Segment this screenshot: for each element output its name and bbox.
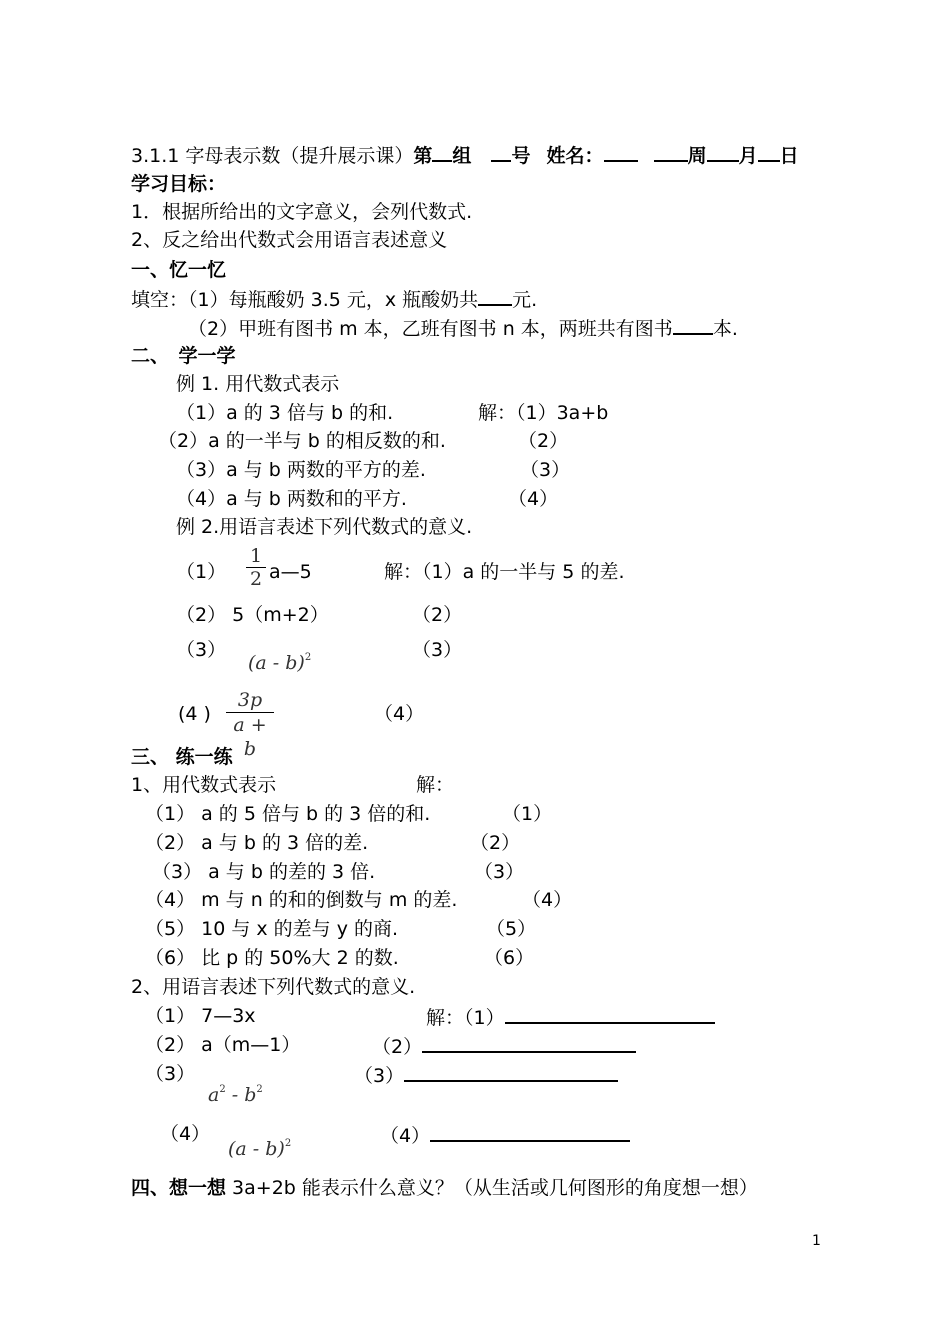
diff-square-exponent: 2 [284,1138,292,1149]
page-number: 1 [812,1233,821,1249]
goal-item-1: 1．根据所给出的文字意义，会列代数式. [131,201,473,223]
name-label: 姓名： [546,145,604,167]
answer-line-2[interactable] [422,1033,636,1053]
example-1-title: 例 1. 用代数式表示 [176,373,340,395]
practice-1-item: （2） a 与 b 的 3 倍的差. [145,832,369,854]
goals-heading: 学习目标： [131,173,227,195]
example-2-q3-label: （3） [176,639,227,661]
practice-2-answer-2 [372,1033,636,1059]
practice-2-q4-label: （4） [160,1123,211,1145]
practice-1-item: （5） 10 与 x 的差与 y 的商. [145,918,399,940]
practice-2-answer-2-label: （2） [372,1036,423,1058]
fill-question-1-unit: 元. [512,289,538,311]
square-a-exponent: 2 [219,1084,226,1095]
ratio-fraction [226,688,274,761]
section-4-heading: 四、想一想 [131,1177,227,1199]
practice-1-item: （1） a 的 5 倍与 b 的 3 倍的和. [145,803,431,825]
ratio-denominator: a + b [226,712,274,761]
practice-1-answer: （5） [486,918,537,940]
practice-1-answer: （2） [470,832,521,854]
example-1-answer-2: （2） [518,430,569,452]
square-b: - b [225,1084,257,1106]
number-suffix: 号 [511,145,531,167]
example-2-q4-label: (4 ) [178,703,211,725]
fill-blank-2[interactable] [673,315,713,335]
practice-2-title: 2、用语言表述下列代数式的意义. [131,976,416,998]
square-b-exponent: 2 [256,1084,263,1095]
practice-1-item: （4） m 与 n 的和的倒数与 m 的差. [145,889,458,911]
group-prefix: 第 [413,145,433,167]
example-1-q3: （3）a 与 b 两数的平方的差. [176,459,426,481]
half-numerator: 1 [249,545,263,567]
day-label: 日 [779,145,799,167]
practice-2-q2: （2） a（m—1） [145,1034,301,1056]
fill-question-1 [131,286,537,312]
half-fraction [246,545,266,590]
example-1-q2: （2）a 的一半与 b 的相反数的和. [158,430,446,452]
name-blank[interactable] [604,142,638,162]
answer-line-1[interactable] [505,1004,715,1024]
practice-1-item: （3） a 与 b 的差的 3 倍. [152,861,376,883]
practice-2-answer-1-label: 解：（1） [426,1007,505,1029]
example-2-title: 例 2.用语言表述下列代数式的意义. [176,516,473,538]
month-label: 月 [738,145,758,167]
practice-2-answer-4 [380,1122,630,1148]
week-blank[interactable] [654,142,688,162]
example-1-q4: （4）a 与 b 两数和的平方. [176,488,407,510]
practice-1-item: （6） 比 p 的 50%大 2 的数. [145,947,399,969]
example-2-q1-label: （1） [176,561,227,583]
fill-question-1-text: 填空：（1）每瓶酸奶 3.5 元，x 瓶酸奶共 [131,289,479,311]
practice-2-q3-expression [208,1078,263,1107]
fill-blank-1[interactable] [478,286,512,306]
answer-line-4[interactable] [430,1122,630,1142]
answer-line-3[interactable] [404,1062,618,1082]
practice-2-answer-1 [426,1004,715,1030]
practice-2-answer-3-label: （3） [354,1065,405,1087]
half-denominator: 2 [246,567,266,590]
group-blank[interactable] [432,142,452,162]
practice-2-answer-4-label: （4） [380,1125,431,1147]
diff-squared-base: (a - b) [248,652,305,674]
practice-2-q4-expression [228,1132,291,1161]
practice-2-answer-3 [354,1062,618,1088]
diff-squared-exponent: 2 [304,652,312,663]
practice-1-answer: （3） [474,861,525,883]
practice-1-answer: （6） [484,947,535,969]
worksheet-title-line [131,142,799,168]
example-2-q3-expression [248,646,311,675]
practice-2-q3-label: （3） [145,1063,196,1085]
fill-question-2-text: （2）甲班有图书 m 本，乙班有图书 n 本，两班共有图书 [188,318,673,340]
ratio-numerator: 3p [237,689,263,711]
week-label: 周 [687,145,707,167]
goal-item-2: 2、反之给出代数式会用语言表述意义 [131,229,448,251]
example-2-q2: （2） 5（m+2） [176,604,329,626]
example-2-answer-4: （4） [374,703,425,725]
month-blank[interactable] [707,142,739,162]
section-4-text: 3a+2b 能表示什么意义？（从生活或几何图形的角度想一想） [226,1177,758,1199]
practice-1-solution-label: 解： [416,774,455,796]
example-1-answer-4: （4） [508,488,559,510]
worksheet-title: 3.1.1 字母表示数（提升展示课） [131,145,414,167]
section-2-heading: 二、 学一学 [131,345,236,367]
square-a: a [208,1084,220,1106]
section-1-heading: 一、忆一忆 [131,259,227,281]
diff-square-base: (a - b) [228,1138,285,1160]
example-2-answer-3: （3） [412,639,463,661]
example-2-solution-1: 解：（1）a 的一半与 5 的差. [384,561,625,583]
group-suffix: 组 [452,145,472,167]
fill-question-2 [188,315,738,341]
practice-2-q1: （1） 7—3x [145,1005,256,1027]
practice-1-title: 1、用代数式表示 [131,774,277,796]
number-blank[interactable] [491,142,511,162]
section-4-line [131,1176,758,1200]
fill-question-2-unit: 本. [712,318,738,340]
example-2-answer-2: （2） [412,604,463,626]
example-1-q1: （1）a 的 3 倍与 b 的和. [176,402,394,424]
example-1-answer-3: （3） [520,459,571,481]
section-3-heading: 三、 练一练 [131,746,233,768]
practice-1-answer: （4） [522,889,573,911]
practice-1-answer: （1） [502,803,553,825]
day-blank[interactable] [758,142,780,162]
example-1-solution-1: 解：（1）3a+b [478,402,609,424]
example-2-q1-tail: a—5 [269,561,312,583]
